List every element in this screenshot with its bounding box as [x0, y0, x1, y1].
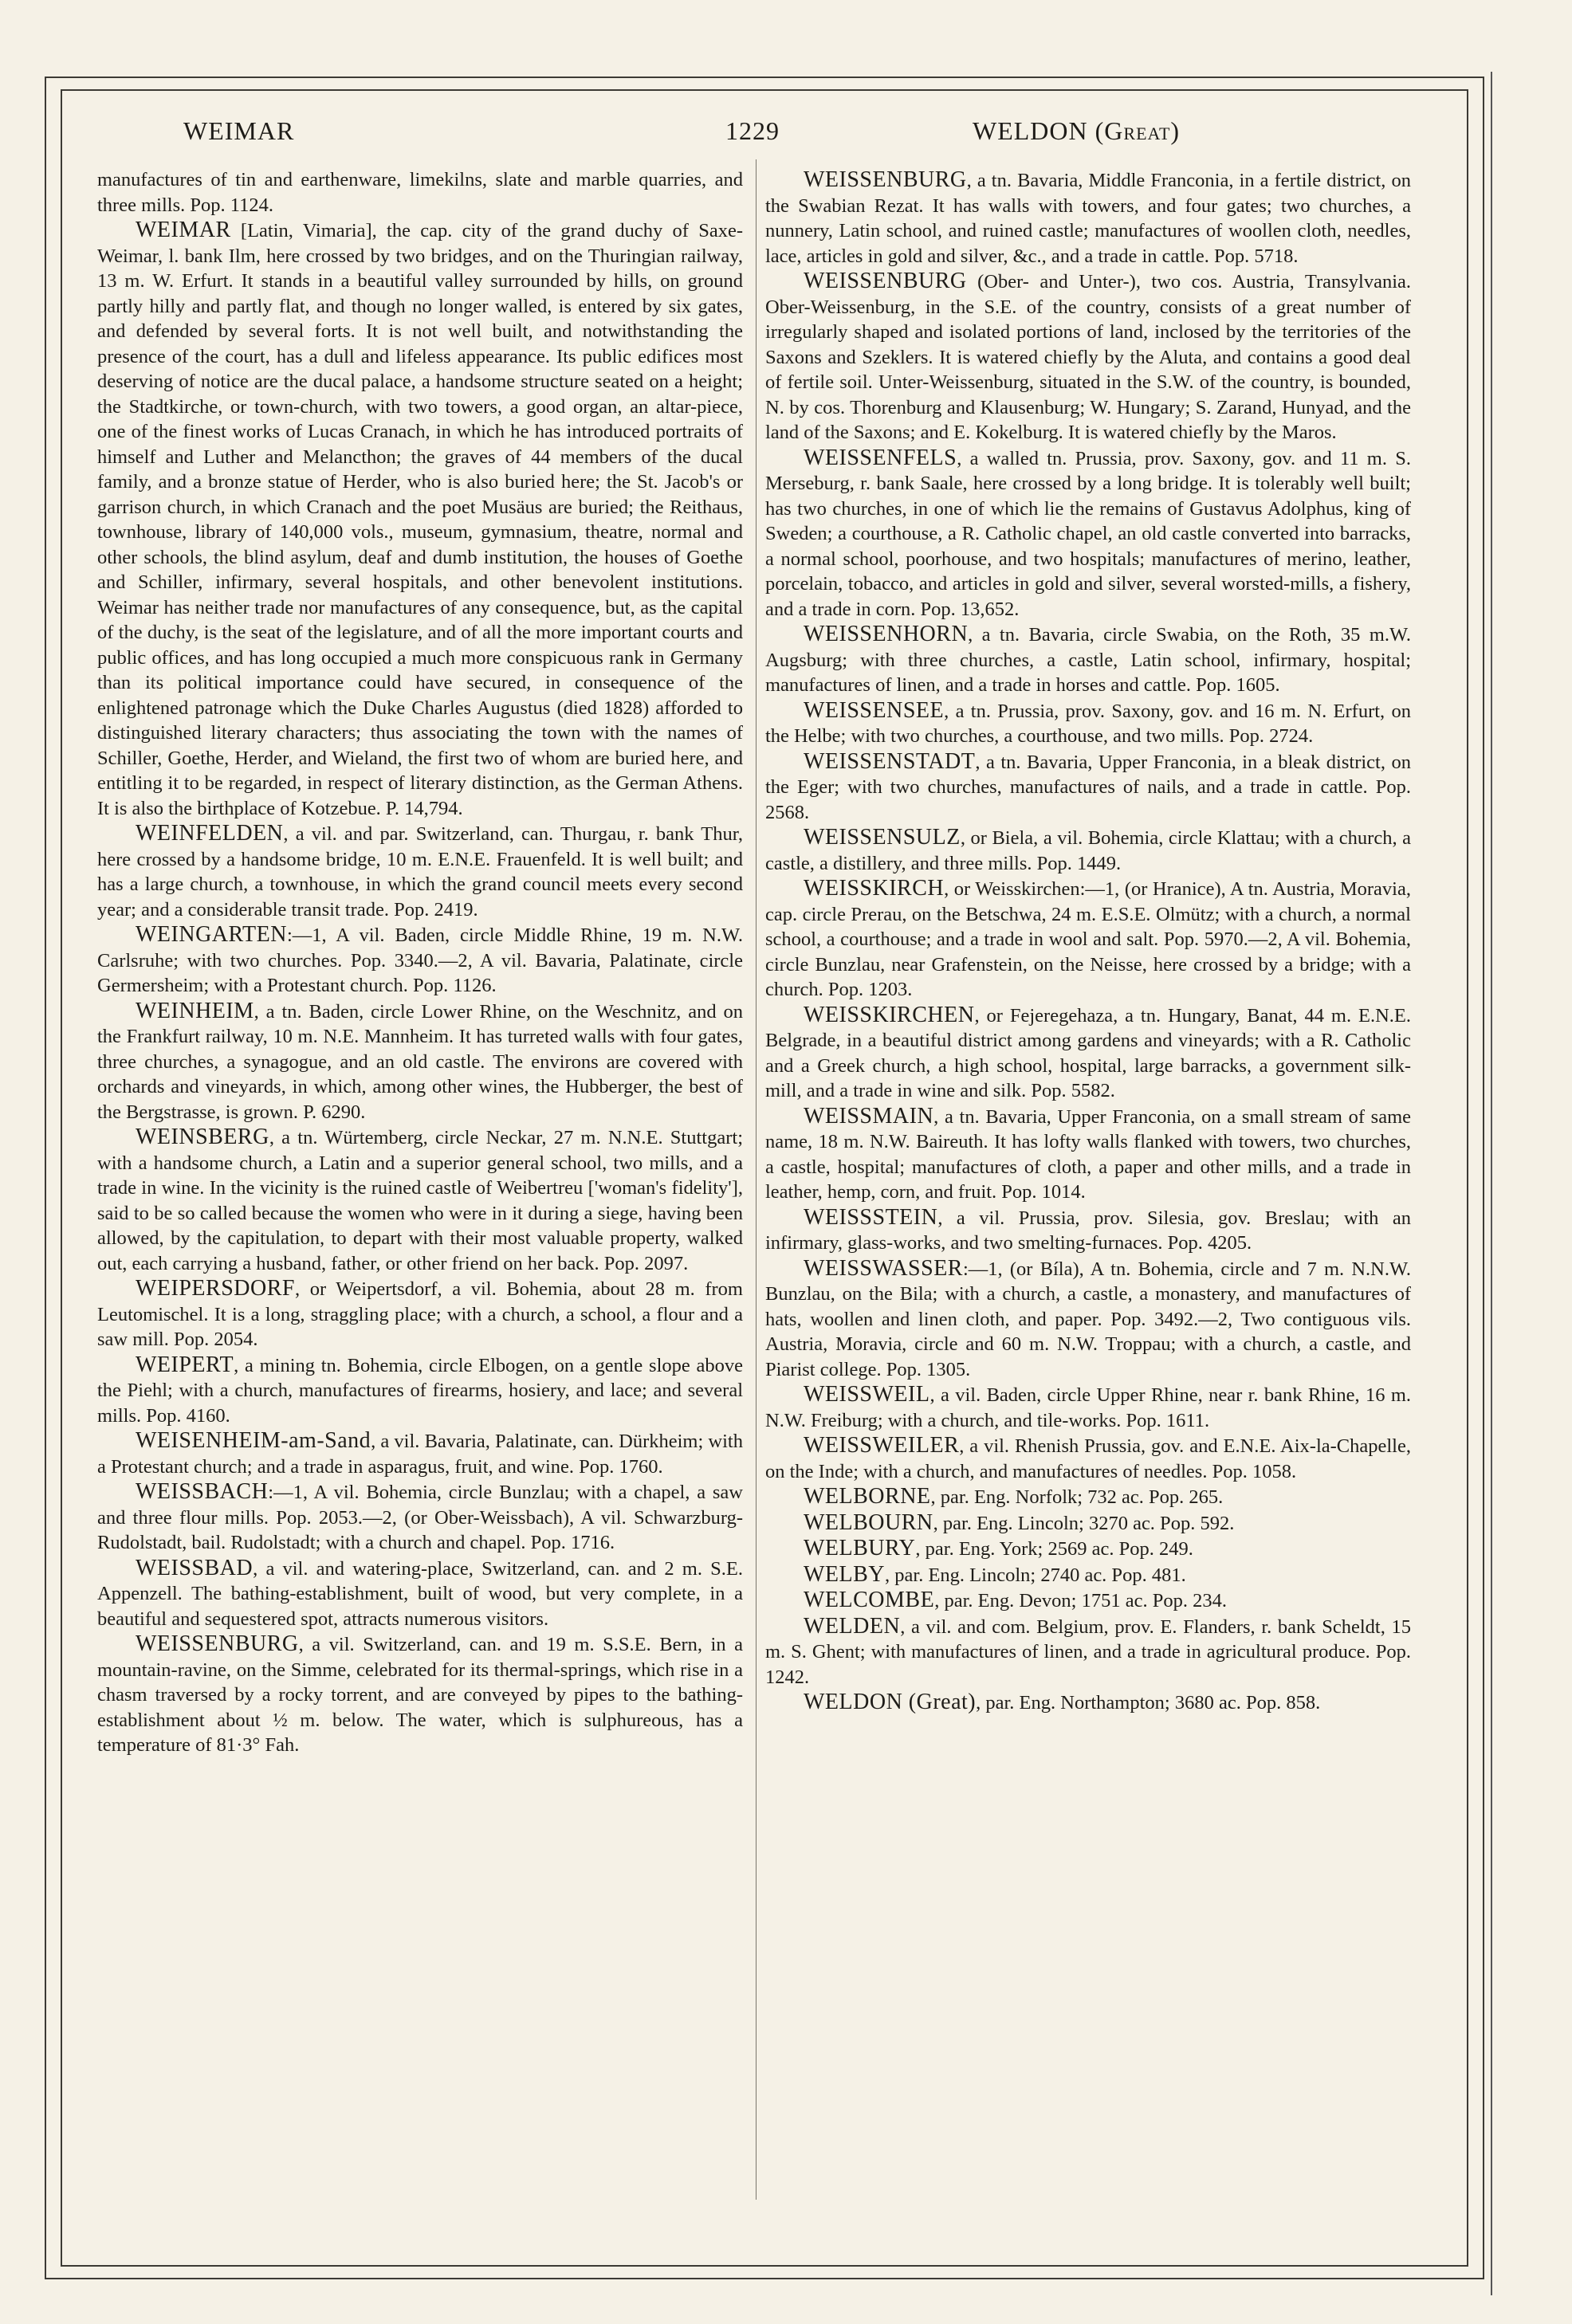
entry-text: , a vil. Baden, circle Upper Rhine, near r. bank Rhine, 16 m. N.W. Freiburg; with a church, and tile-works. Pop. 1611.: [765, 1384, 1411, 1431]
entry-headword: WEIPERT: [136, 1352, 234, 1377]
entry-headword: WEISSENBURG: [804, 167, 967, 192]
gazetteer-entry: [765, 749, 1411, 826]
gazetteer-entry: [765, 698, 1411, 749]
entry-headword: WEINFELDEN: [136, 821, 284, 846]
entry-text: , par. Eng. York; 2569 ac. Pop. 249.: [915, 1538, 1193, 1560]
entry-text: , a vil. and par. Switzerland, can. Thurgau, r. bank Thur, here crossed by a handsome bridge, 10 m. E.N.E. Frauenfeld. It is well built; and has a large church, a townhouse, in which the grand council meets every second year; and a considerable transit trade. Pop. 2419.: [97, 823, 743, 921]
entry-text: , a vil. Rhenish Prussia, gov. and E.N.E. Aix-la-Chapelle, on the Inde; with a church, and manufactures of needles. Pop. 1058.: [765, 1435, 1411, 1482]
gazetteer-entry: [765, 1510, 1411, 1537]
gazetteer-entry: [765, 1003, 1411, 1104]
entry-text: :—1, (or Bíla), A tn. Bohemia, circle and 7 m. N.N.W. Bunzlau, on the Bila; with a church, a castle, a monastery, and manufactures of hats, woollen and linen cloth, and paper. Pop. 3492.—2, Two contiguous vils. Austria, Moravia, circle and 60 m. N.W. Troppau; with a church, a castle, and Piarist college. Pop. 1305.: [765, 1258, 1411, 1380]
entry-text: , a vil. Prussia, prov. Silesia, gov. Breslau; with an infirmary, glass-works, and two smelting-furnaces. Pop. 4205.: [765, 1207, 1411, 1254]
entry-text: :—1, A vil. Bohemia, circle Bunzlau; with a chapel, a saw and three flour mills. Pop. 2053.—2, (or Ober-Weissbach), A vil. Schwarzburg-Rudolstadt, bail. Rudolstadt; with a church and chapel. Pop. 1716.: [97, 1482, 743, 1553]
entry-headword: WELCOMBE: [804, 1588, 935, 1612]
page-edge-line: [1491, 72, 1492, 2295]
entry-text: , a tn. Bavaria, Upper Franconia, on a small stream of same name, 18 m. N.W. Baireuth. It has lofty walls flanked with towers, two churches, a castle, hospital; manufactures of cloth, a paper and other mills, and a trade in leather, hemp, corn, and fruit. Pop. 1014.: [765, 1105, 1411, 1203]
gazetteer-entry: [97, 821, 743, 922]
entry-headword: WEISSMAIN: [804, 1103, 934, 1129]
entry-text: , par. Eng. Devon; 1751 ac. Pop. 234.: [934, 1590, 1227, 1611]
entry-text: , a tn. Prussia, prov. Saxony, gov. and 16 m. N. Erfurt, on the Helbe; with two churches, a courthouse, and two mills. Pop. 2724.: [765, 700, 1411, 747]
entry-headword: WEISSKIRCHEN: [804, 1002, 975, 1027]
entry-text: , or Biela, a vil. Bohemia, circle Klattau; with a church, a castle, a distillery, and three mills. Pop. 1449.: [765, 827, 1411, 874]
gazetteer-entry: [765, 1104, 1411, 1205]
entry-text: , a tn. Würtemberg, circle Neckar, 27 m. N.N.E. Stuttgart; with a handsome church, a Latin and a superior general school, two mills, and a trade in wine. In the vicinity is the ruined castle of Weibertreu ['woman's fidelity'], said to be so called because the women who were in it during a siege, having been allowed, by the capitulation, to depart with their most valuable property, walked out, each carrying a husband, father, or other friend on her back. Pop. 2097.: [97, 1127, 743, 1274]
gazetteer-entry: [765, 876, 1411, 1003]
gazetteer-entry: [765, 622, 1411, 698]
gazetteer-entry: [765, 269, 1411, 446]
entry-headword: WEINHEIM: [136, 998, 254, 1023]
gazetteer-entry: [97, 1556, 743, 1632]
entry-text: , par. Eng. Lincoln; 3270 ac. Pop. 592.: [933, 1512, 1235, 1534]
entry-headword: WEISSENBURG: [136, 1631, 299, 1656]
gazetteer-entry: [97, 922, 743, 999]
entry-text: , a tn. Bavaria, Middle Franconia, in a fertile district, on the Swabian Rezat. It has walls with towers, and four gates; two churches, a nunnery, Latin school, and ruined castle; manufactures of woollen cloth, needles, lace, articles in gold and silver, &c., and a trade in cattle. Pop. 5718.: [765, 170, 1411, 267]
gazetteer-entry: [97, 1276, 743, 1352]
entry-headword: WELDON (Great): [804, 1690, 977, 1714]
left-column: [97, 167, 743, 2192]
gazetteer-entry: [765, 1536, 1411, 1562]
entry-text: , a tn. Baden, circle Lower Rhine, on the Weschnitz, and on the Frankfurt railway, 10 m. N.E. Mannheim. It has turreted walls with four gates, three churches, a synagogue, and an old castle. The environs are covered with orchards and vineyards, in which, among other wines, the Hubberger, the best of the Bergstrasse, is grown. P. 6290.: [97, 1000, 743, 1123]
entry-headword: WEISSENBURG: [804, 269, 967, 293]
header-right-word: [973, 116, 1180, 146]
entry-headword: WEISSBACH: [136, 1479, 269, 1504]
entry-headword: WEISSENSEE: [804, 697, 945, 723]
entry-text: , a vil. and watering-place, Switzerland, can. and 2 m. S.E. Appenzell. The bathing-establishment, built of wood, but very complete, in a beautiful and sequestered spot, attracts numerous visitors.: [97, 1557, 743, 1630]
entry-text: , a walled tn. Prussia, prov. Saxony, gov. and 11 m. S. Merseburg, r. bank Saale, here crossed by a long bridge. It is tolerably well built; has two churches, in one of which lie the remains of Gustavus Adolphus, king of Sweden; a courthouse, a R. Catholic chapel, an old castle converted into barracks, a normal school, poorhouse, and two hospitals; manufactures of merino, leather, porcelain, tobacco, and articles in gold and silver, several worsted-mills, a fishery, and a trade in corn. Pop. 13,652.: [765, 447, 1411, 620]
gazetteer-entry: [765, 446, 1411, 622]
entry-text: , par. Eng. Norfolk; 732 ac. Pop. 265.: [930, 1486, 1224, 1508]
entry-headword: WEISSWEILER: [804, 1433, 960, 1458]
entry-text: , a vil. and com. Belgium, prov. E. Flanders, r. bank Scheldt, 15 m. S. Ghent; with manufactures of linen, and a trade in agricultural produce. Pop. 1242.: [765, 1615, 1411, 1688]
gazetteer-entry: [765, 1205, 1411, 1256]
entry-headword: WEISSENHORN: [804, 622, 969, 646]
entry-headword: WELBY: [804, 1561, 886, 1587]
entry-headword: WEINSBERG: [136, 1125, 269, 1149]
entry-text: , or Weipertsdorf, a vil. Bohemia, about 28 m. from Leutomischel. It is a long, straggling place; with a church, a school, a flour and a saw mill. Pop. 2054.: [97, 1278, 743, 1350]
gazetteer-entry: [97, 1428, 743, 1479]
entry-text: , or Fejeregehaza, a tn. Hungary, Banat, 44 m. E.N.E. Belgrade, in a beautiful district among gardens and vineyards; with a R. Catholic and a Greek church, a high school, hospital, large barracks, a government silk-mill, and a trade in wine and silk. Pop. 5582.: [765, 1004, 1411, 1101]
gazetteer-entry: [97, 167, 743, 218]
entry-headword: WELBORNE: [804, 1484, 931, 1509]
entry-headword: WEISSENFELS: [804, 445, 957, 470]
entry-text: (Ober- and Unter-), two cos. Austria, Transylvania. Ober-Weissenburg, in the S.E. of the country, consists of a great number of irregularly shaped and isolated portions of land, inclosed by the territories of the Saxons and Szeklers. It is watered chiefly by the Aluta, and contains a good deal of fertile soil. Unter-Weissenburg, situated in the S.W. of the country, is bounded, N. by cos. Thorenburg and Klausenburg; W. Hungary; S. Zarand, Hunyad, and the land of the Saxons; and E. Kokelburg. It is watered chiefly by the Maros.: [765, 271, 1411, 443]
header-right-main: WELDON (: [973, 116, 1105, 145]
entry-headword: WEISSENSTADT: [804, 748, 976, 774]
entry-headword: WEISSWASSER: [804, 1255, 963, 1281]
header-right-close: ): [1170, 116, 1181, 145]
entry-headword: WEISSKIRCH: [804, 876, 945, 901]
entry-headword: WELBOURN: [804, 1509, 933, 1535]
entry-headword: WEISSWEIL: [804, 1382, 930, 1407]
gazetteer-entry: [765, 1690, 1411, 1716]
gazetteer-entry: [97, 1352, 743, 1429]
gazetteer-entry: [97, 1631, 743, 1758]
entry-headword: WELDEN: [804, 1613, 901, 1639]
entry-headword: WEISENHEIM-am-Sand: [136, 1428, 371, 1453]
gazetteer-entry: [765, 1588, 1411, 1614]
gazetteer-entry: [765, 825, 1411, 876]
entry-text: , or Weisskirchen:—1, (or Hranice), A tn. Austria, Moravia, cap. circle Prerau, on the Betschwa, 24 m. E.S.E. Olmütz; with a church, a normal school, a courthouse; and a trade in wool and salt. Pop. 5970.—2, A vil. Bohemia, circle Bunzlau, near Grafenstein, on the Neisse, here crossed by a bridge; with a church. Pop. 1203.: [765, 878, 1411, 1000]
entry-headword: WEISSENSULZ: [804, 825, 961, 850]
gazetteer-entry: [97, 218, 743, 821]
entry-headword: WELBURY: [804, 1536, 916, 1560]
header-left-word: WEIMAR: [183, 116, 295, 145]
header-right-smallcaps: Great: [1104, 116, 1171, 145]
column-divider: [756, 159, 757, 2200]
entry-text: , par. Eng. Northampton; 3680 ac. Pop. 858.: [976, 1692, 1321, 1714]
entry-headword: WEIPERSDORF: [136, 1276, 295, 1301]
page-number: 1229: [725, 116, 780, 145]
entry-text: , a vil. Switzerland, can. and 19 m. S.S.E. Bern, in a mountain-ravine, on the Simme, celebrated for its thermal-springs, which rise in a chasm traversed by a rocky torrent, and are conveyed by pipes to the bathing-establishment about ½ m. below. The water, which is sulphureous, has a temperature of 81·3° Fah.: [97, 1634, 743, 1756]
gazetteer-entry: [765, 1562, 1411, 1588]
entry-text: , a mining tn. Bohemia, circle Elbogen, on a gentle slope above the Piehl; with a church, manufactures of firearms, hosiery, and lace; and several mills. Pop. 4160.: [97, 1354, 743, 1427]
entry-text: , par. Eng. Lincoln; 2740 ac. Pop. 481.: [885, 1564, 1186, 1586]
entry-text: , a tn. Bavaria, Upper Franconia, in a bleak district, on the Eger; with two churches, manufactures of nails, and a trade in cattle. Pop. 2568.: [765, 751, 1411, 823]
gazetteer-entry: [765, 1433, 1411, 1484]
gazetteer-entry: [97, 999, 743, 1125]
gazetteer-entry: [765, 1614, 1411, 1690]
gazetteer-entry: [765, 167, 1411, 269]
entry-text: manufactures of tin and earthenware, limekilns, slate and marble quarries, and three mills. Pop. 1124.: [97, 169, 743, 216]
gazetteer-entry: [765, 1382, 1411, 1433]
entry-text: :—1, A vil. Baden, circle Middle Rhine, 19 m. N.W. Carlsruhe; with two churches. Pop. 3340.—2, A vil. Bavaria, Palatinate, circle Germersheim; with a Protestant church. Pop. 1126.: [97, 924, 743, 996]
gazetteer-entry: [765, 1256, 1411, 1383]
entry-text: , a vil. Bavaria, Palatinate, can. Dürkheim; with a Protestant church; and a trade in asparagus, fruit, and wine. Pop. 1760.: [97, 1431, 743, 1478]
gazetteer-entry: [97, 1479, 743, 1556]
gazetteer-entry: [765, 1484, 1411, 1510]
entry-text: , a tn. Bavaria, circle Swabia, on the Roth, 35 m.W. Augsburg; with three churches, a castle, Latin school, infirmary, hospital; manufactures of linen, and a trade in horses and cattle. Pop. 1605.: [765, 624, 1411, 696]
entry-headword: WEISSSTEIN: [804, 1204, 938, 1230]
right-column: [765, 167, 1411, 2192]
entry-headword: WEISSBAD: [136, 1555, 253, 1580]
running-header: [96, 112, 1451, 156]
gazetteer-entry: [97, 1125, 743, 1276]
entry-headword: WEINGARTEN: [136, 922, 287, 947]
entry-text: [Latin, Vimaria], the cap. city of the grand duchy of Saxe-Weimar, l. bank Ilm, here crossed by two bridges, and on the Thuringian railway, 13 m. W. Erfurt. It stands in a beautiful valley surrounded by hills, on ground partly hilly and partly flat, and though no longer walled, is entered by six gates, and defended by several forts. It is not well built, and notwithstanding the presence of the court, has a dull and lifeless appearance. Its public edifices most deserving of notice are the ducal palace, a handsome structure seated on a height; the Stadtkirche, or town-church, with two towers, a good organ, an altar-piece, one of the finest works of Lucas Cranach, in which he has introduced portraits of himself and Luther and Melancthon; the graves of 44 members of the ducal family, and a bronze statue of Herder, who is also buried here; the St. Jacob's or garrison church, in which Cranach and the poet Musäus are buried; the Reithaus, townhouse, library of 140,000 vols., museum, gymnasium, theatre, normal and other schools, the blind asylum, deaf and dumb institution, the houses of Goethe and Schiller, infirmary, several hospitals, and other benevolent institutions. Weimar has neither trade nor manufactures of any consequence, but, as the capital of the duchy, is the seat of the legislature, and of all the more important courts and public offices, and has long occupied a much more conspicuous rank in Germany than its political importance could have secured, in consequence of the enlightened patronage which the Duke Charles Augustus (died 1828) afforded to distinguished literary characters; thus associating the town with the names of Schiller, Goethe, Herder, and Wieland, the first two of whom are buried here, and entitling it to be regarded, in respect of literary distinction, as the German Athens. It is also the birthplace of Kotzebue. P. 14,794.: [97, 220, 743, 819]
entry-headword: WEIMAR: [136, 218, 231, 242]
